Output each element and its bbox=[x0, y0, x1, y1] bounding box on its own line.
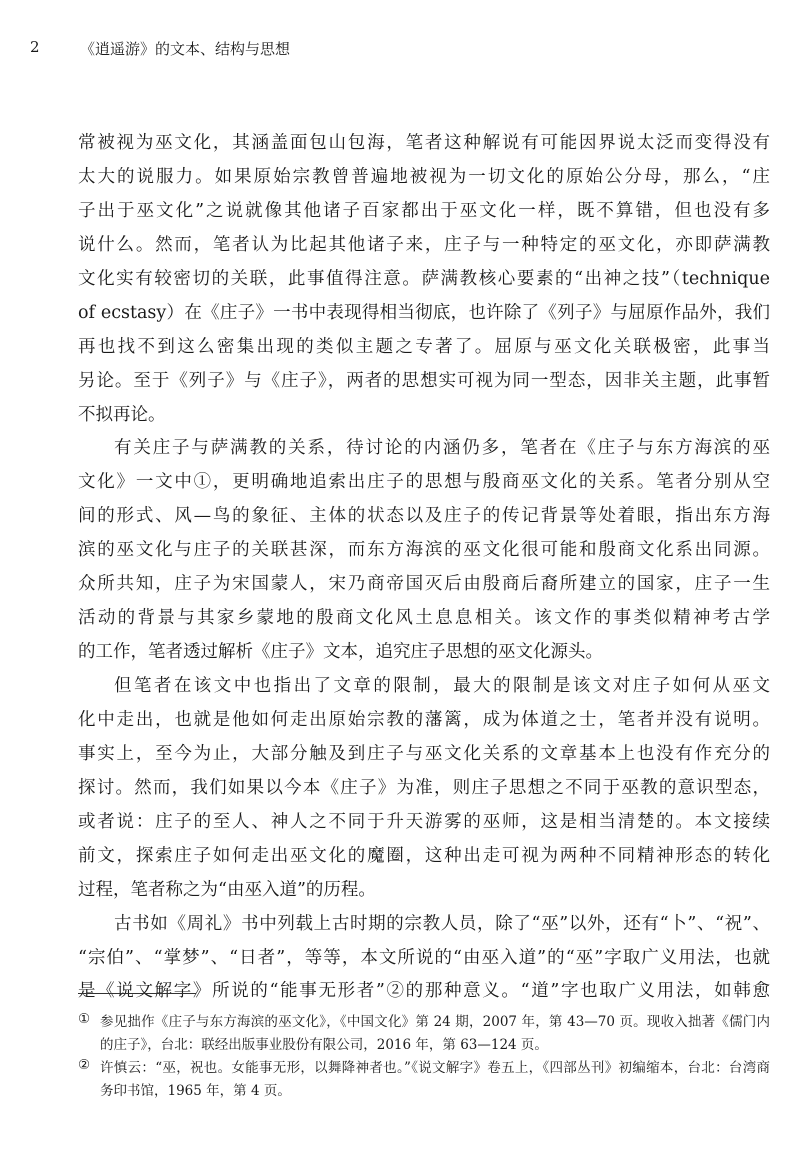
footnote-1 bbox=[78, 1011, 770, 1057]
footnote-line: 务印书馆，1965 年，第 4 页。 bbox=[100, 1083, 291, 1099]
body-line: 另论。至于《列子》与《庄子》，两者的思想实可视为同一型态，因非关主题，此事暂 bbox=[78, 370, 770, 391]
body-line: 太大的说服力。如果原始宗教曾普遍地被视为一切文化的原始公分母，那么，“庄 bbox=[78, 166, 770, 187]
body-line: 再也找不到这么密集出现的类似主题之专著了。屈原与巫文化关联极密，此事当 bbox=[78, 336, 770, 357]
body-line: 古书如《周礼》书中列载上古时期的宗教人员，除了“巫”以外，还有“卜”、“祝”、 bbox=[114, 913, 770, 934]
footnote-line: 许慎云：“巫，祝也。女能事无形，以舞降神者也。”《说文解字》卷五上，《四部丛刊》初编缩本，台北：台湾商 bbox=[100, 1060, 770, 1076]
body-line: 事实上，至今为止，大部分触及到庄子与巫文化关系的文章基本上也没有作充分的 bbox=[78, 743, 770, 764]
body-line: 探讨。然而，我们如果以今本《庄子》为准，则庄子思想之不同于巫教的意识型态， bbox=[78, 777, 770, 798]
body-line: 或者说：庄子的至人、神人之不同于升天游雾的巫师，这是相当清楚的。本文接续 bbox=[78, 811, 770, 832]
body-line: “宗伯”、“掌梦”、“日者”，等等，本文所说的“由巫入道”的“巫”字取广义用法，也就 bbox=[78, 947, 770, 968]
body-line: 不拟再论。 bbox=[78, 404, 166, 425]
footnotes bbox=[78, 1011, 770, 1103]
page-number: 2 bbox=[30, 38, 40, 56]
footnote-divider bbox=[78, 993, 196, 994]
body-line: 是《说文解字》所说的“能事无形者”②的那种意义。“道”字也取广义用法，如韩愈 bbox=[78, 981, 770, 1002]
body-line: 的工作，笔者透过解析《庄子》文本，追究庄子思想的巫文化源头。 bbox=[78, 642, 603, 663]
body-line: 文化实有较密切的关联，此事值得注意。萨满教核心要素的“出神之技”（technique bbox=[78, 268, 770, 289]
body-line: 有关庄子与萨满教的关系，待讨论的内涵仍多，笔者在《庄子与东方海滨的巫 bbox=[114, 438, 770, 459]
body-line: 间的形式、风—鸟的象征、主体的状态以及庄子的传记背景等处着眼，指出东方海 bbox=[78, 506, 770, 527]
body-line: 子出于巫文化”之说就像其他诸子百家都出于巫文化一样，既不算错，但也没有多 bbox=[78, 200, 770, 221]
body-line: 说什么。然而，笔者认为比起其他诸子来，庄子与一种特定的巫文化，亦即萨满教 bbox=[78, 234, 770, 255]
body-line: 活动的背景与其家乡蒙地的殷商文化风土息息相关。该文作的事类似精神考古学 bbox=[78, 608, 770, 629]
body-line: 化中走出，也就是他如何走出原始宗教的藩篱，成为体道之士，笔者并没有说明。 bbox=[78, 709, 770, 730]
footnote-2 bbox=[78, 1057, 770, 1103]
body-line: 文化》一文中①，更明确地追索出庄子的思想与殷商巫文化的关系。笔者分别从空 bbox=[78, 472, 770, 493]
body-line: 但笔者在该文中也指出了文章的限制，最大的限制是该文对庄子如何从巫文 bbox=[114, 676, 770, 696]
body-line: 常被视为巫文化，其涵盖面包山包海，笔者这种解说有可能因界说太泛而变得没有 bbox=[78, 133, 770, 153]
body-line: 前文，探索庄子如何走出巫文化的魔圈，这种出走可视为两种不同精神形态的转化 bbox=[78, 845, 770, 866]
footnote-line: 的庄子》，台北：联经出版事业股份有限公司，2016 年，第 63—124 页。 bbox=[100, 1037, 548, 1053]
footnote-line: 参见拙作《庄子与东方海滨的巫文化》，《中国文化》第 24 期，2007 年，第 43—70 页。现收入拙著《儒门内 bbox=[100, 1014, 770, 1030]
running-title: 《逍遥游》的文本、结构与思想 bbox=[80, 40, 291, 58]
body-line: 过程，笔者称之为“由巫入道”的历程。 bbox=[78, 879, 376, 900]
body-line: 众所共知，庄子为宋国蒙人，宋乃商帝国灭后由殷商后裔所建立的国家，庄子一生 bbox=[78, 574, 770, 595]
footnote-mark: ① bbox=[78, 1011, 91, 1027]
body-line: 滨的巫文化与庄子的关联甚深，而东方海滨的巫文化很可能和殷商文化系出同源。 bbox=[78, 540, 770, 561]
body-line: of ecstasy）在《庄子》一书中表现得相当彻底，也许除了《列子》与屈原作品外，我们 bbox=[78, 302, 770, 323]
body-text bbox=[78, 127, 770, 1009]
footnote-mark: ② bbox=[78, 1057, 91, 1073]
